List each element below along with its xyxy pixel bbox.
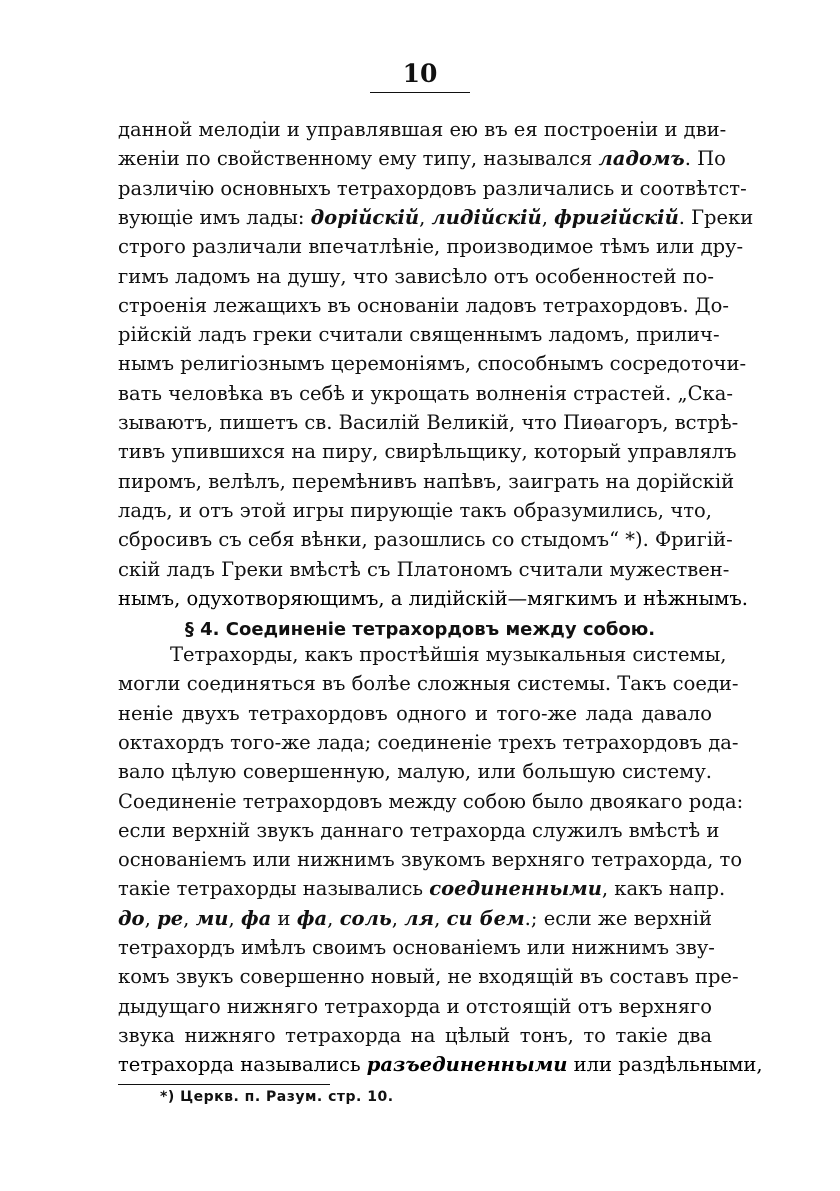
- text-line: вало цѣлую совершенную, малую, или большую систему.: [118, 760, 712, 784]
- text-line: [118, 144, 726, 174]
- footnote-rule: [118, 1084, 330, 1085]
- text-line: [118, 904, 712, 934]
- italic-term: фригійскій: [554, 205, 679, 229]
- text-line: тетрахордъ имѣлъ своимъ основаніемъ или нижнимъ зву-: [118, 936, 715, 959]
- text-line: октахордъ того-же лада; соединеніе трехъ тетрахордовъ да-: [118, 730, 739, 754]
- text-run: ,: [419, 205, 432, 229]
- italic-term: ми: [195, 906, 229, 930]
- footnote: *) Церкв. п. Разум. стр. 10.: [160, 1088, 394, 1105]
- text-run: ,: [327, 906, 340, 930]
- text-line: [118, 1050, 763, 1080]
- italic-term: ля: [404, 906, 435, 930]
- text-run: женіи по свойственному ему типу, назывался: [118, 147, 599, 171]
- text-line: строенія лежащихъ въ основаніи ладовъ тетрахордовъ. До-: [118, 293, 729, 317]
- text-run: и: [271, 906, 297, 930]
- italic-term: до: [118, 906, 145, 930]
- text-line: звука нижняго тетрахорда на цѣлый тонъ, то такіе два: [118, 1023, 712, 1047]
- text-line: если верхній звукъ даннаго тетрахорда служилъ вмѣстѣ и: [118, 818, 720, 842]
- text-line: нымъ религіознымъ церемоніямъ, способнымъ сосредоточи-: [118, 352, 747, 376]
- text-run: . Греки: [678, 205, 754, 229]
- italic-term: ре: [157, 906, 184, 930]
- text-run: тетрахорда назывались: [118, 1053, 367, 1077]
- text-line: Соединеніе тетрахордовъ между собою было двоякаго рода:: [118, 789, 744, 813]
- italic-term: фа: [240, 906, 272, 930]
- page-number-rule: [370, 92, 470, 93]
- text-line: Тетрахорды, какъ простѣйшія музыкальныя системы,: [170, 643, 727, 666]
- text-run: , какъ напр.: [601, 877, 726, 901]
- text-run: .; если же верхній: [524, 906, 712, 930]
- italic-term: си бем: [446, 906, 525, 930]
- page-number: 10: [402, 59, 438, 88]
- text-line: данной мелодіи и управлявшая ею въ ея построеніи и дви-: [118, 118, 727, 141]
- text-line: нымъ, одухотворяющимъ, а лидійскій—мягкимъ и нѣжнымъ.: [118, 586, 748, 610]
- text-run: ,: [144, 906, 158, 930]
- text-line: тивъ упившихся на пиру, свирѣльщику, который управлялъ: [118, 440, 737, 464]
- text-line: [118, 203, 754, 233]
- text-line: основаніемъ или нижнимъ звукомъ верхняго тетрахорда, то: [118, 848, 743, 872]
- text-line: неніе двухъ тетрахордовъ одного и того-же лада давало: [118, 701, 712, 725]
- text-line: комъ звукъ совершенно новый, не входящій въ составъ пре-: [118, 965, 739, 989]
- text-run: ,: [183, 906, 196, 930]
- section-heading: § 4. Соединеніе тетрахордовъ между собою.: [184, 619, 656, 641]
- text-line: ладъ, и отъ этой игры пирующіе такъ образумились, что,: [118, 498, 712, 522]
- text-line: зываютъ, пишетъ св. Василій Великій, что Пиѳагоръ, встрѣ-: [118, 411, 739, 434]
- text-run: . По: [684, 147, 726, 171]
- text-line: рійскій ладъ греки считали священнымъ ладомъ, прилич-: [118, 323, 720, 347]
- italic-term: разъединенными: [366, 1053, 568, 1077]
- text-run: такіе тетрахорды назывались: [118, 877, 430, 901]
- italic-term: ладомъ: [598, 147, 685, 171]
- italic-term: фа: [296, 906, 328, 930]
- text-line: различію основныхъ тетрахордовъ различались и соотвѣтст-: [118, 176, 747, 200]
- text-run: ,: [391, 906, 405, 930]
- italic-term: соединенными: [429, 877, 602, 901]
- text-run: ,: [228, 906, 241, 930]
- text-line: [118, 874, 726, 904]
- italic-term: соль: [339, 906, 392, 930]
- italic-term: лидійскій: [431, 205, 542, 229]
- text-line: дыдущаго нижняго тетрахорда и отстоящій отъ верхняго: [118, 994, 712, 1018]
- text-run: или раздѣльными,: [567, 1053, 763, 1077]
- text-line: скій ладъ Греки вмѣстѣ съ Платономъ считали мужествен-: [118, 557, 730, 581]
- italic-term: дорійскій: [310, 205, 420, 229]
- text-line: могли соединяться въ болѣе сложныя системы. Такъ соеди-: [118, 672, 739, 696]
- text-line: строго различали впечатлѣніе, производимое тѣмъ или дру-: [118, 235, 744, 259]
- text-line: сбросивъ съ себя вѣнки, разошлись со стыдомъ“ *). Фригій-: [118, 528, 733, 552]
- text-line: вать человѣка въ себѣ и укрощать волненія страстей. „Ска-: [118, 381, 733, 405]
- text-run: вующіе имъ лады:: [118, 205, 311, 229]
- text-run: ,: [434, 906, 447, 930]
- text-line: гимъ ладомъ на душу, что зависѣло отъ особенностей по-: [118, 264, 714, 288]
- text-line: пиромъ, велѣлъ, перемѣнивъ напѣвъ, заиграть на дорійскій: [118, 469, 735, 493]
- text-run: ,: [541, 205, 555, 229]
